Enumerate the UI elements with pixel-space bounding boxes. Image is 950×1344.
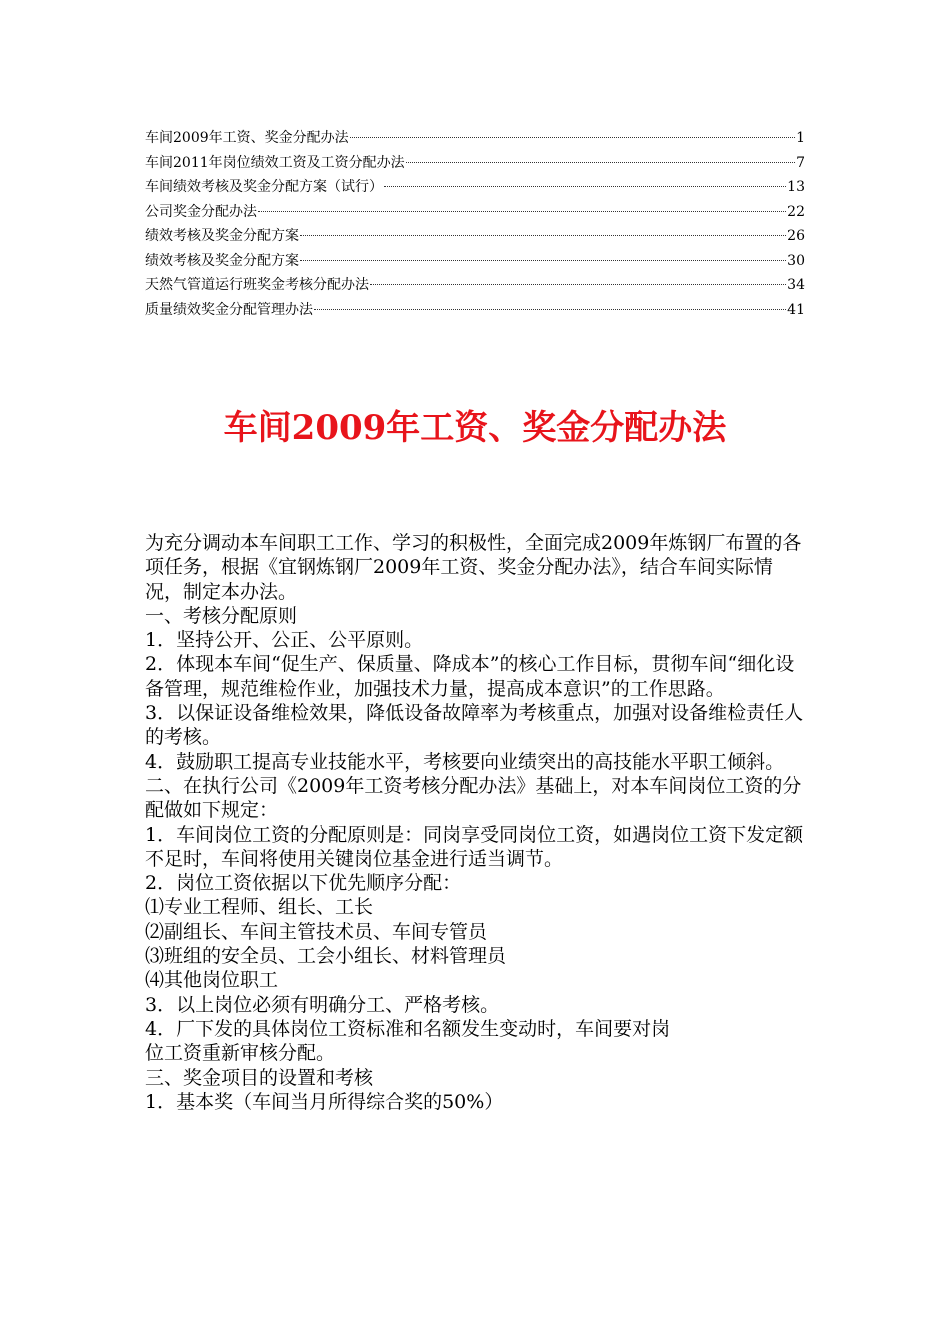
toc-leader-dots (350, 137, 795, 138)
body-paragraph: 1．基本奖（车间当月所得综合奖的50%） (145, 1090, 504, 1113)
toc-leader-dots (258, 211, 786, 212)
toc-leader-dots (300, 260, 786, 261)
toc-entry-page[interactable]: 26 (787, 228, 805, 244)
toc-entry[interactable] (145, 298, 805, 323)
body-paragraph: 3．以保证设备维检效果，降低设备故障率为考核重点，加强对设备维检责任人的考核。 (145, 702, 804, 749)
toc-entry-title[interactable]: 天然气管道运行班奖金考核分配办法 (145, 277, 369, 293)
toc-leader-dots (406, 162, 795, 163)
toc-leader-dots (314, 309, 786, 310)
toc-entry-page[interactable]: 7 (796, 154, 805, 171)
toc-entry-page[interactable]: 13 (787, 179, 805, 195)
toc-entry[interactable] (145, 151, 805, 176)
toc-entry-page[interactable]: 30 (787, 252, 805, 269)
toc-entry-title[interactable]: 车间2011年岗位绩效工资及工资分配办法 (145, 154, 405, 171)
list-item: ⑴专业工程师、组长、工长 (145, 896, 374, 919)
toc-entry-page[interactable]: 22 (787, 203, 805, 220)
section-heading: 二、在执行公司《2009年工资考核分配办法》基础上，对本车间岗位工资的分配做如下规定： (145, 774, 802, 822)
toc-entry[interactable] (145, 126, 805, 151)
toc-entry-page[interactable]: 34 (787, 277, 805, 293)
toc-entry-title[interactable]: 公司奖金分配办法 (145, 203, 257, 220)
body-paragraph: 1．坚持公开、公正、公平原则。 (145, 629, 424, 652)
list-item: ⑷其他岗位职工 (145, 969, 279, 992)
section-heading: 三、奖金项目的设置和考核 (145, 1066, 374, 1089)
toc-entry-title[interactable]: 车间2009年工资、奖金分配办法 (145, 130, 349, 146)
toc-entry-page[interactable]: 1 (796, 130, 805, 146)
toc-entry[interactable] (145, 200, 805, 225)
toc-leader-dots (370, 284, 786, 285)
body-paragraph: 3．以上岗位必须有明确分工、严格考核。 (145, 993, 500, 1016)
body-paragraph: 2．岗位工资依据以下优先顺序分配： (145, 872, 462, 895)
toc-entry-title[interactable]: 绩效考核及奖金分配方案 (145, 252, 299, 269)
toc-entry-title[interactable]: 绩效考核及奖金分配方案 (145, 228, 299, 244)
toc-entry[interactable] (145, 249, 805, 274)
body-paragraph: 4．鼓励职工提高专业技能水平，考核要向业绩突出的高技能水平职工倾斜。 (145, 750, 785, 773)
toc-leader-dots (384, 186, 786, 187)
intro-paragraph: 为充分调动本车间职工工作、学习的积极性，全面完成2009年炼钢厂布置的各项任务，根据《宜钢炼钢厂2009年工资、奖金分配办法》，结合车间实际情况，制定本办法。 (145, 532, 802, 603)
section-heading: 一、考核分配原则 (145, 604, 298, 627)
body-paragraph: 2．体现本车间“促生产、保质量、降成本”的核心工作目标，贯彻车间“细化设备管理，规范维检作业，加强技术力量，提高成本意识”的工作思路。 (145, 653, 795, 700)
body-paragraph: 1．车间岗位工资的分配原则是：同岗享受同岗位工资，如遇岗位工资下发定额不足时，车间将使用关键岗位基金进行适当调节。 (145, 823, 804, 870)
document-body (145, 531, 810, 1114)
toc-entry-page[interactable]: 41 (787, 301, 805, 318)
toc-entry-title[interactable]: 车间绩效考核及奖金分配方案（试行） (145, 179, 383, 195)
toc-entry[interactable] (145, 273, 805, 298)
toc-entry-title[interactable]: 质量绩效奖金分配管理办法 (145, 301, 313, 318)
body-paragraph: 位工资重新审核分配。 (145, 1042, 336, 1065)
toc-entry[interactable] (145, 175, 805, 200)
toc-leader-dots (300, 235, 786, 236)
body-paragraph: 4．厂下发的具体岗位工资标准和名额发生变动时，车间要对岗 (145, 1017, 671, 1040)
table-of-contents (145, 126, 805, 322)
document-title: 车间2009年工资、奖金分配办法 (223, 408, 727, 448)
list-item: ⑵副组长、车间主管技术员、车间专管员 (145, 920, 488, 943)
list-item: ⑶班组的安全员、工会小组长、材料管理员 (145, 945, 507, 968)
toc-entry[interactable] (145, 224, 805, 249)
